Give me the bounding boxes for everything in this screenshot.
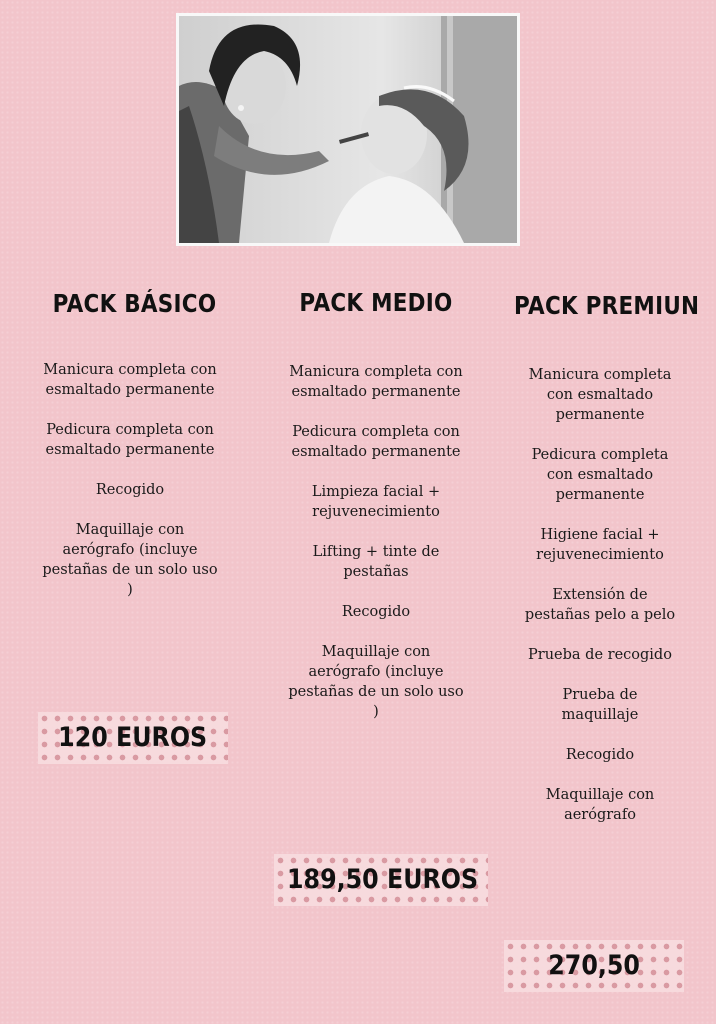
- feature-item: Pedicura completa con esmaltado permanente: [45, 422, 215, 458]
- pack-title: PACK MEDIO: [299, 288, 453, 317]
- feature-item: Pedicura completa con esmaltado permanente: [291, 424, 461, 460]
- feature-item: Manicura completa con esmaltado permanente: [43, 362, 217, 398]
- feature-item: Extensión de pestañas pelo a pelo: [524, 587, 676, 623]
- feature-item: Maquillaje con aerógrafo: [545, 787, 655, 823]
- feature-item: Higiene facial + rejuvenecimiento: [536, 527, 664, 563]
- feature-item: Prueba de recogido: [528, 647, 672, 663]
- hero-photo: [176, 13, 520, 246]
- pack-features: [286, 362, 466, 742]
- pack-title: PACK PREMIUN: [514, 291, 700, 320]
- price-label: 120 EUROS: [58, 722, 208, 753]
- feature-item: Manicura completa con esmaltado permanente: [528, 367, 672, 423]
- pack-title: PACK BÁSICO: [52, 289, 217, 318]
- pack-features: [40, 360, 220, 620]
- feature-item: Pedicura completa con esmaltado permanente: [531, 447, 669, 503]
- price-badge: [274, 854, 488, 906]
- price-badge: [504, 940, 684, 992]
- price-label: 189,50 EUROS: [287, 864, 479, 895]
- feature-item: Recogido: [95, 482, 165, 498]
- feature-item: Maquillaje con aerógrafo (incluye pestañas de un solo uso ): [288, 644, 464, 720]
- feature-item: Recogido: [341, 604, 411, 620]
- feature-item: Manicura completa con esmaltado permanente: [289, 364, 463, 400]
- feature-item: Lifting + tinte de pestañas: [312, 544, 440, 580]
- price-label: 270,50: [548, 950, 640, 981]
- feature-item: Limpieza facial + rejuvenecimiento: [311, 484, 441, 520]
- feature-item: Maquillaje con aerógrafo (incluye pestañas de un solo uso ): [42, 522, 218, 598]
- feature-item: Prueba de maquillaje: [561, 687, 639, 723]
- price-badge: [38, 712, 228, 764]
- feature-item: Recogido: [565, 747, 635, 763]
- pack-features: [522, 365, 678, 845]
